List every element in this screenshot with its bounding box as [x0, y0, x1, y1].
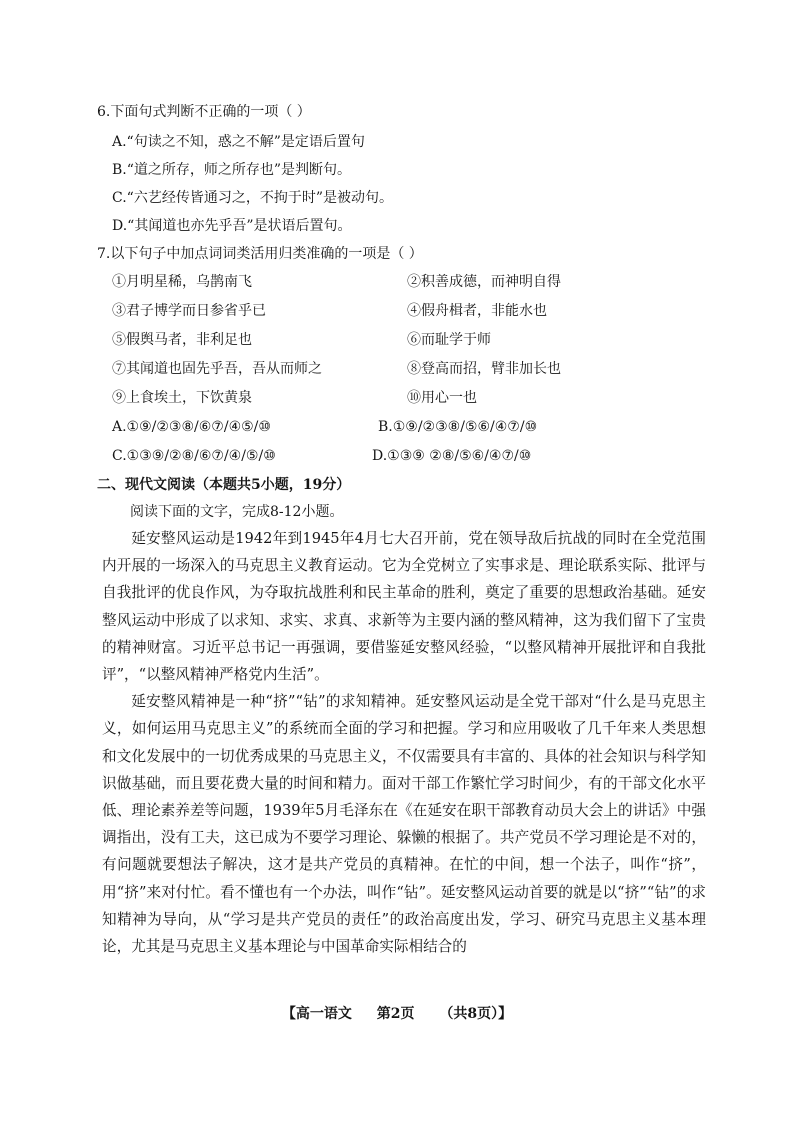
q6-option-c: C.“六艺经传皆通习之，不拘于时”是被动句。	[112, 190, 393, 206]
footer-total-pages: （共8页）】	[439, 1006, 513, 1022]
q6-option-d: D.“其闻道也亦先乎吾”是状语后置句。	[112, 218, 352, 234]
q7-option-d: D.①③⑨ ②⑧/⑤⑥/④⑦/⑩	[372, 448, 532, 464]
reading-passage	[102, 525, 706, 960]
reading-instruction: 阅读下面的文字，完成8-12小题。	[130, 504, 344, 520]
q7-item: ⑤假舆马者，非利足也	[112, 332, 252, 348]
q7-item: ①月明星稀，乌鹊南飞	[112, 274, 252, 290]
q7-item: ②积善成德，而神明自得	[407, 274, 561, 290]
page-footer	[0, 1003, 794, 1023]
section-heading: 二、现代文阅读（本题共5小题，19分）	[97, 477, 351, 493]
q6-option-a: A.“句读之不知，惑之不解”是定语后置句	[112, 134, 365, 150]
q7-item: ⑩用心一也	[407, 390, 477, 406]
q7-item: ⑥而耻学于师	[407, 332, 491, 348]
q7-option-a: A.①⑨/②③⑧/⑥⑦/④⑤/⑩	[112, 419, 271, 435]
q7-item: ⑦其闻道也固先乎吾，吾从而师之	[112, 361, 322, 377]
footer-page-number: 第2页	[376, 1006, 415, 1022]
q6-option-b: B.“道之所存，师之所存也”是判断句。	[112, 162, 352, 178]
q7-item: ④假舟楫者，非能水也	[407, 303, 547, 319]
q7-item: ⑧登高而招，臂非加长也	[407, 361, 561, 377]
footer-subject: 【高一语文	[281, 1006, 352, 1022]
q6-stem: 6.下面句式判断不正确的一项（ ）	[97, 104, 311, 120]
passage-paragraph-1: 延安整风运动是1942年到1945年4月七大召开前，党在领导敌后抗战的同时在全党范围内开展的一场深入的马克思主义教育运动。它为全党树立了实事求是、理论联系实际、批评与自我批评的优良作风，为夺取抗战胜利和民主革命的胜利，奠定了重要的思想政治基础。延安整风运动中形成了以求知、求实、求真、求新等为主要内涵的整风精神，这为我们留下了宝贵的精神财富。习近平总书记一再强调，要借鉴延安整风经验，“以整风精神开展批评和自我批评”，“以整风精神严格党内生活”。	[102, 530, 706, 684]
q7-stem: 7.以下句子中加点词词类活用归类准确的一项是（ ）	[97, 246, 423, 262]
q7-option-b: B.①⑨/②③⑧/⑤⑥/④⑦/⑩	[378, 419, 538, 435]
q7-item: ③君子博学而日参省乎已	[112, 303, 266, 319]
q7-item: ⑨上食埃土，下饮黄泉	[112, 390, 252, 406]
passage-paragraph-2: 延安整风精神是一种“挤”“钻”的求知精神。延安整风运动是全党干部对“什么是马克思主义，如何运用马克思主义”的系统而全面的学习和把握。学习和应用吸收了几千年来人类思想和文化发展中的一切优秀成果的马克思主义，不仅需要具有丰富的、具体的社会知识与科学知识做基础，而且要花费大量的时间和精力。面对干部工作繁忙学习时间少，有的干部文化水平低、理论素养差等问题，1939年5月毛泽东在《在延安在职干部教育动员大会上的讲话》中强调指出，没有工夫，这已成为不要学习理论、躲懒的根据了。共产党员不学习理论是不对的，有问题就要想法子解决，这才是共产党员的真精神。在忙的中间，想一个法子，叫作“挤”，用“挤”来对付忙。看不懂也有一个办法，叫作“钻”。延安整风运动首要的就是以“挤”“钻”的求知精神为导向，从“学习是共产党员的责任”的政治高度出发，学习、研究马克思主义基本理论，尤其是马克思主义基本理论与中国革命实际相结合的	[102, 693, 706, 956]
q7-option-c: C.①③⑨/②⑧/⑥⑦/④/⑤/⑩	[112, 448, 276, 464]
